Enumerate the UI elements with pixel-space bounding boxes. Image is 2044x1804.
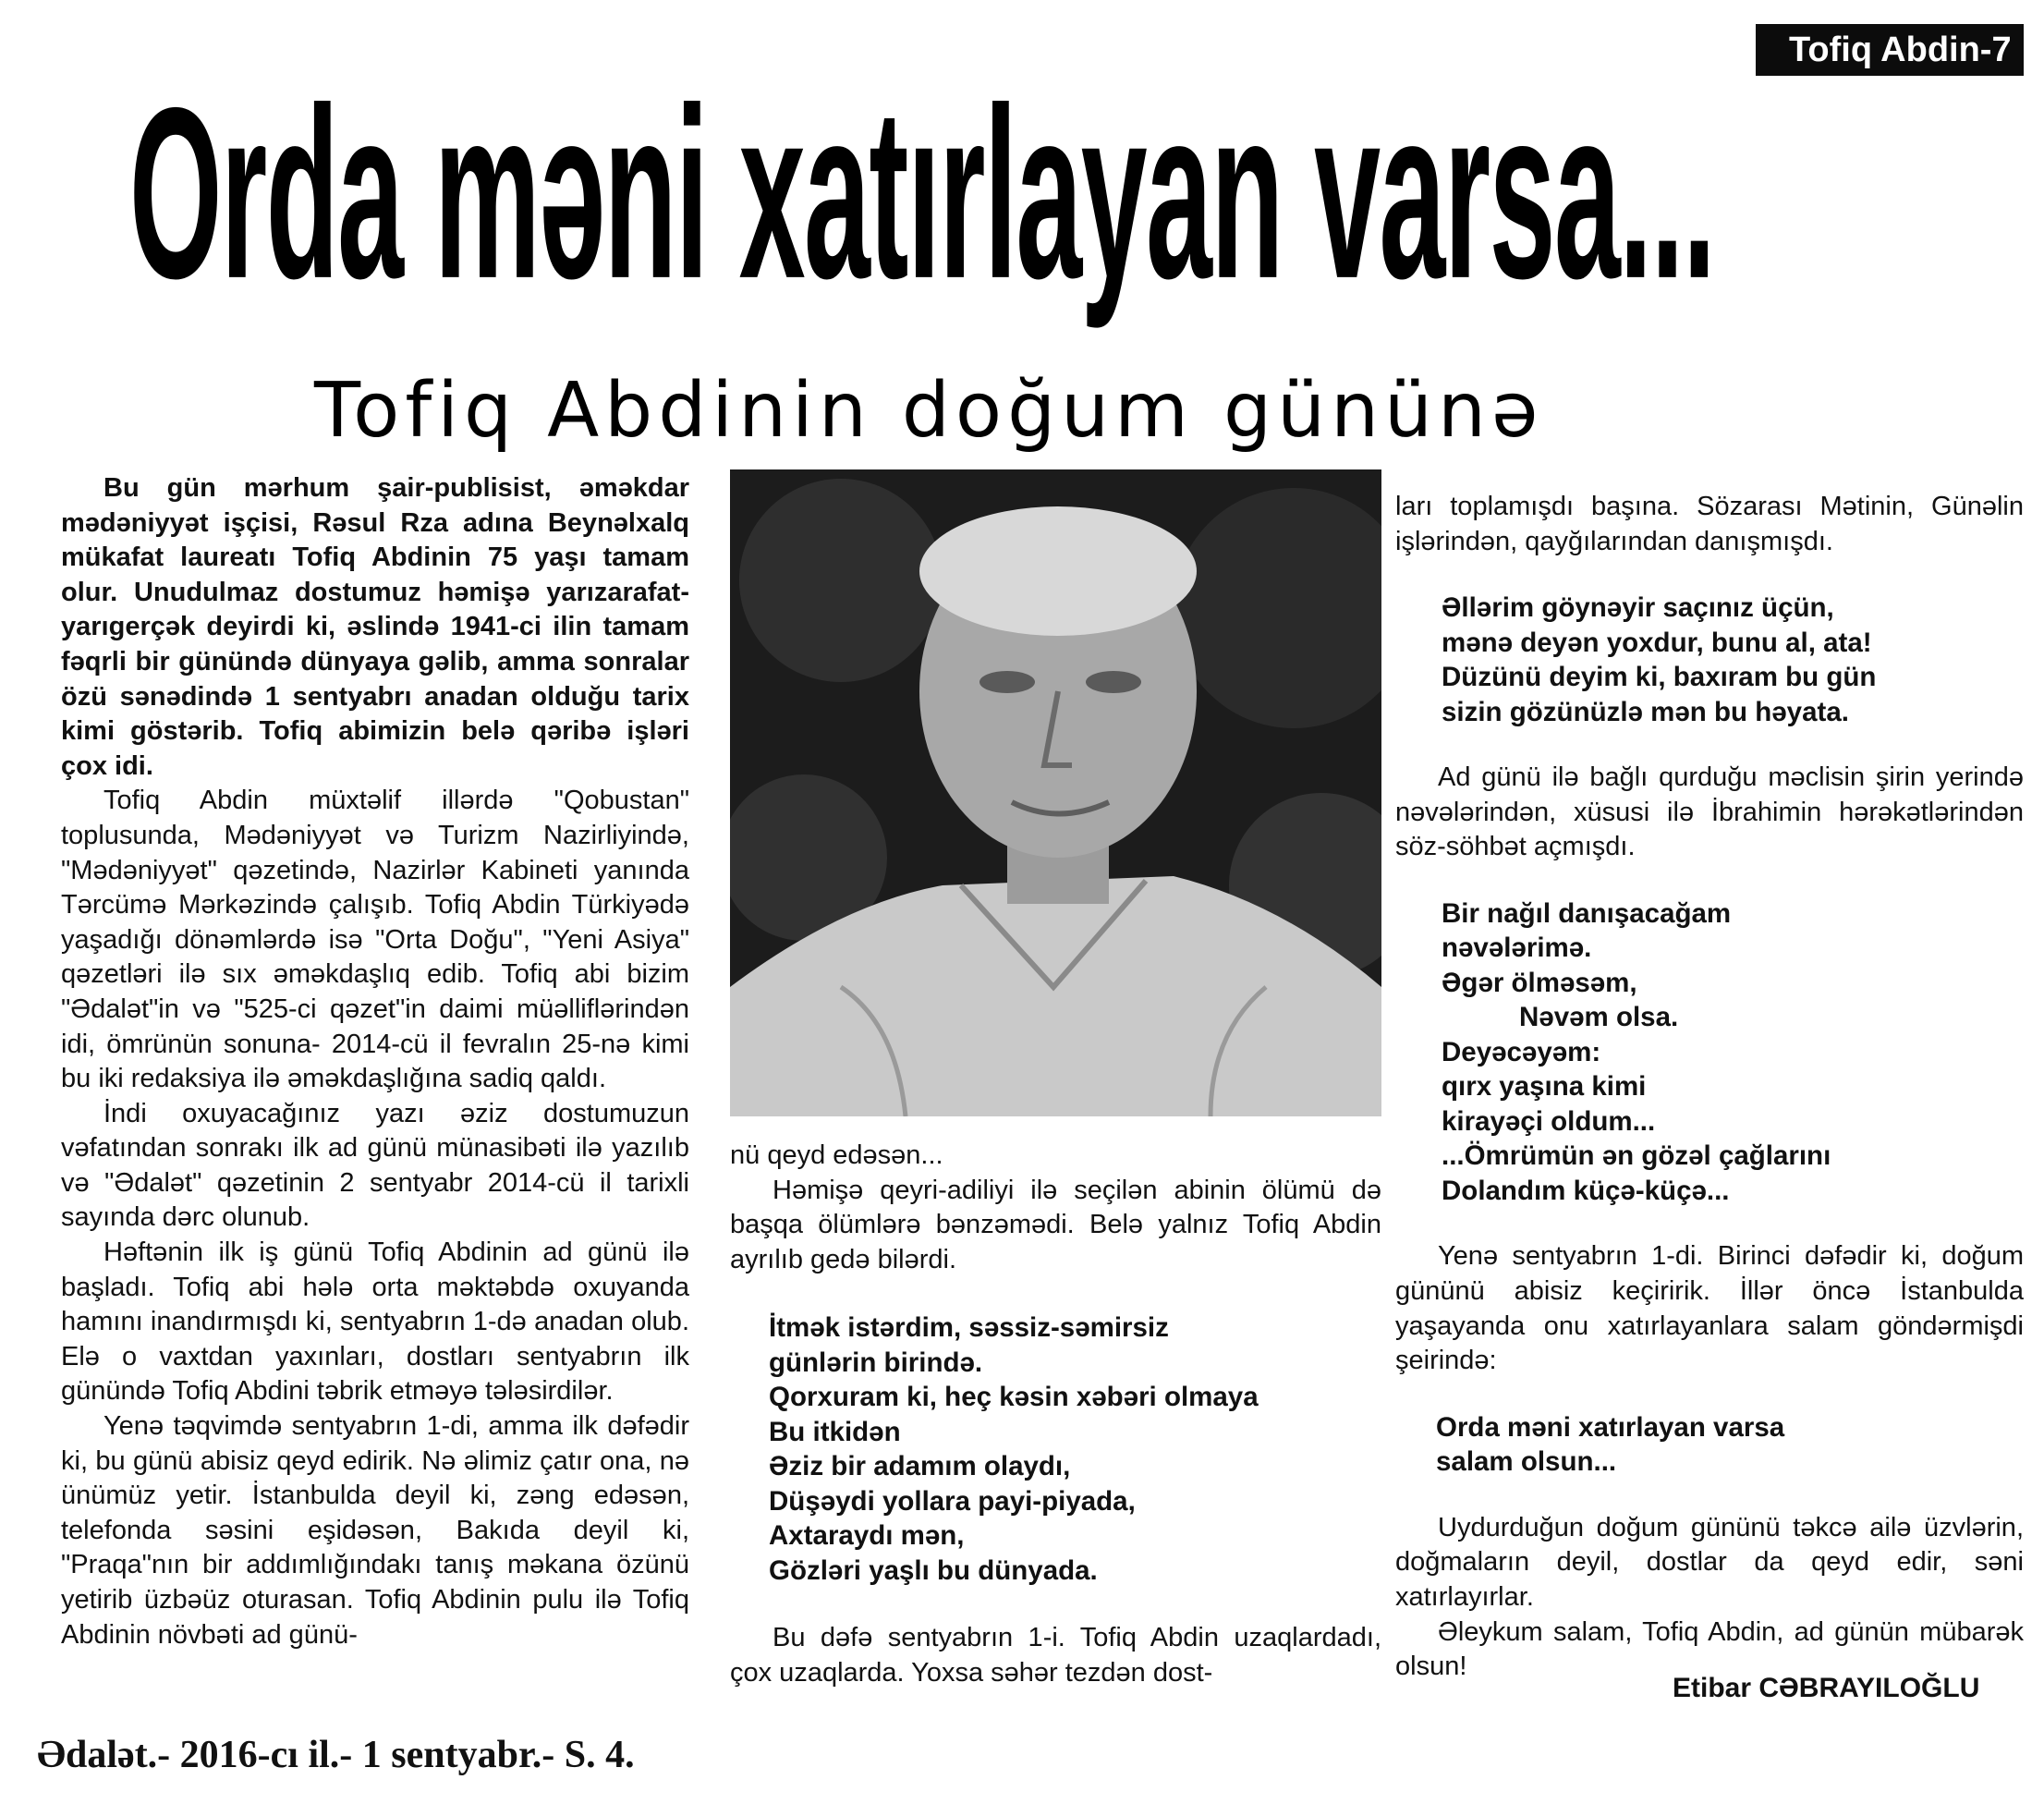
poem-block xyxy=(769,1310,1381,1588)
poem-line: Orda məni xatırlayan varsa xyxy=(1436,1411,1785,1443)
poem-line: Deyəcəyəm: xyxy=(1442,1036,1601,1067)
poem-block xyxy=(1436,1410,2024,1480)
headline-text: Orda məni xatırlayan varsa... xyxy=(129,57,1715,331)
poem-line: Dolandım küçə-küçə... xyxy=(1442,1175,1730,1206)
paragraph: Tofiq Abdin müxtəlif illərdə "Qobustan" toplusunda, Mədəniyyət və Turizm Nazirliyində, "Mədəniyyət" qəzetində, Nazirlər Kabineti yanında Tərcümə Mərkəzində çalışıb. Tofiq Abdin Türkiyədə yaşadığı dönəmlərdə isə "Orta Doğu", "Yeni Asiya" qəzetləri ilə sıx əməkdaşlıq edib. Tofiq abi bizim "Ədalət"in və "525-ci qəzet"in daimi müəlliflərindən idi, ömrünün sonuna- 2014-cü il fevralın 25-nə kimi bu iki redaksiya ilə əməkdaşlığına sadiq qaldı. xyxy=(61,786,689,1094)
poem-line: Gözləri yaşlı bu dünyada. xyxy=(769,1554,1098,1586)
poem-line: Axtaraydı mən, xyxy=(769,1520,965,1552)
paragraph: Həftənin ilk iş günü Tofiq Abdinin ad günü ilə başladı. Tofiq abi hələ orta məktəbdə oxuyanda hamını inandırmışdı ki, sentyabrın 1-də anadan olub. Elə o vaxtdan yaxınları, dostları sentyabrın ilk günündə Tofiq Abdini təbrik etməyə tələsirdilər. xyxy=(61,1237,689,1407)
poem-line: mənə deyən yoxdur, bunu al, ata! xyxy=(1442,627,1872,658)
poem-line: Əgər ölməsəm, xyxy=(1442,967,1637,998)
paragraph: Əleykum salam, Tofiq Abdin, ad günün mübarək olsun! xyxy=(1395,1616,2024,1682)
poem-line: salam olsun... xyxy=(1436,1446,1617,1478)
poem-line: nəvələrimə. xyxy=(1442,932,1592,964)
poem-line: qırx yaşına kimi xyxy=(1442,1071,1647,1103)
paragraph: ları toplamışdı başına. Sözarası Mətinin, Günəlin işlərindən, qayğılarından danışmışdı. xyxy=(1395,492,2024,556)
paragraph: Uydurduğun doğum gününü təkcə ailə üzvlərin, doğmaların deyil, dostlar da qeyd edir, səni xatırlayırlar. xyxy=(1395,1512,2024,1613)
series-tag: Tofiq Abdin-7 xyxy=(1756,24,2024,76)
paragraph: Yenə sentyabrın 1-di. Birinci dəfədir ki, doğum gününü abisiz keçiririk. İllər öncə İstanbulda yaşayanda onu xatırlayanlara salam göndərmişdi şeirində: xyxy=(1395,1241,2024,1376)
subheadline: Tofiq Abdinin doğum gününə xyxy=(314,367,1544,455)
author-byline: Etibar CƏBRAYILOĞLU xyxy=(1673,1673,1980,1703)
poem-line: sizin gözünüzlə mən bu həyata. xyxy=(1442,696,1849,727)
poem-block xyxy=(1442,591,2024,729)
poem-line: günlərin birində. xyxy=(769,1347,983,1378)
article-column-2 xyxy=(730,1139,1381,1691)
portrait-illustration xyxy=(730,469,1381,1116)
poem-line: Nəvəm olsa. xyxy=(1519,1002,1679,1033)
paragraph: Bu dəfə sentyabrın 1-i. Tofiq Abdin uzaqlardadı, çox uzaqlarda. Yoxsa səhər tezdən dost- xyxy=(730,1623,1381,1688)
poem-line: Əziz bir adamım olaydı, xyxy=(769,1451,1071,1482)
portrait-photo xyxy=(730,469,1381,1116)
paragraph: nü qeyd edəsən... xyxy=(730,1140,943,1170)
poem-line: Bir nağıl danışacağam xyxy=(1442,897,1732,929)
poem-line: ...Ömrümün ən gözəl çağlarını xyxy=(1442,1140,1831,1172)
poem-line: Bu itkidən xyxy=(769,1416,901,1447)
poem-block xyxy=(1442,896,2024,1209)
poem-line: Əllərim göynəyir saçınız üçün, xyxy=(1442,592,1834,624)
paragraph: Ad günü ilə bağlı qurduğu məclisin şirin yerində nəvələrindən, xüsusi ilə İbrahimin hərəkətlərindən söz-söhbət açmışdı. xyxy=(1395,762,2024,862)
paragraph: Həmişə qeyri-adiliyi ilə seçilən abinin ölümü də başqa ölümlərə bənzəmədi. Belə yalnız Tofiq Abdin ayrılıb gedə bilərdi. xyxy=(730,1175,1381,1274)
lead-paragraph: Bu gün mərhum şair-publisist, əməkdar mədəniyyət işçisi, Rəsul Rza adına Beynəlxalq mükafat laureatı Tofiq Abdinin 75 yaşı tamam olur. Unudulmaz dostumuz həmişə yarızarafat-yarıgerçək deyirdi ki, əslində 1941-ci ilin tamam fəqrli bir günündə dünyaya gəlib, amma sonralar özü sənədində 1 sentyabrı anadan olduğu tarix kimi göstərib. Tofiq abimizin belə qəribə işləri çox idi. xyxy=(61,473,689,781)
article-column-1 xyxy=(61,471,689,1652)
article-column-3 xyxy=(1395,490,2024,1685)
poem-line: İtmək istərdim, səssiz-səmirsiz xyxy=(769,1312,1169,1344)
poem-line: Qorxuram ki, heç kəsin xəbəri olmaya xyxy=(769,1382,1259,1413)
poem-line: Düzünü deyim ki, baxıram bu gün xyxy=(1442,662,1877,693)
poem-line: Düşəydi yollara payi-piyada, xyxy=(769,1485,1136,1517)
headline xyxy=(129,57,2014,331)
paragraph: Yenə təqvimdə sentyabrın 1-di, amma ilk dəfədir ki, bu günü abisiz qeyd edirik. Nə əlimiz çatır ona, nə ünümüz yetir. İstanbulda deyil ki, zəng edəsən, telefonda səsini eşidəsən, Bakıda deyil ki, "Praqa"nın bir addımlığındakı tanış məkana özünü yetirib üzbəüz oturasan. Tofiq Abdinin pulu ilə Tofiq Abdinin növbəti ad günü- xyxy=(61,1411,689,1650)
poem-line: kirayəçi oldum... xyxy=(1442,1105,1656,1137)
source-citation: Ədalət.- 2016-cı il.- 1 sentyabr.- S. 4. xyxy=(37,1734,635,1776)
paragraph: İndi oxuyacağınız yazı əziz dostumuzun vəfatından sonrakı ilk ad günü münasibəti ilə yazılıb və "Ədalət" qəzetinin 2 sentyabr 2014-cü il tarixli sayında dərc olunub. xyxy=(61,1098,689,1233)
